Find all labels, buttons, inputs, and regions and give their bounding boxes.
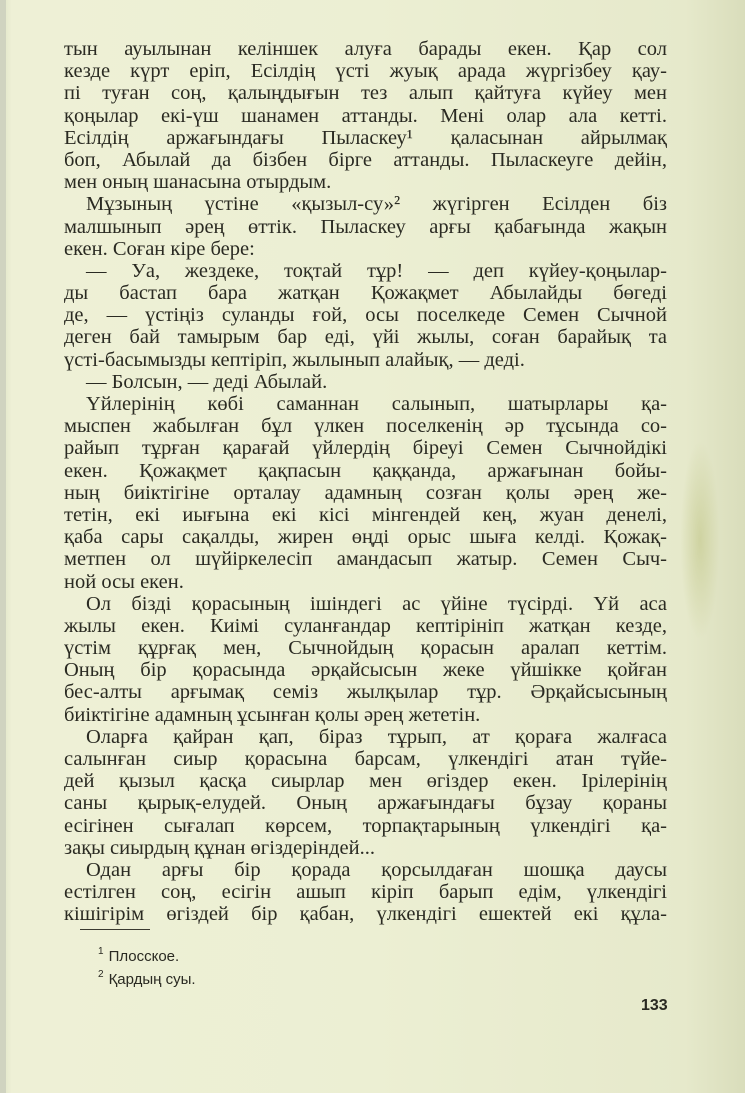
- text-line: ның биіктігіне орталау адамның созған қолы әрең же-: [64, 481, 667, 504]
- text-line: биіктігіне адамның ұсынған қолы әрең жететін.: [64, 703, 481, 726]
- text-line: Есілдің аржағындағы Пыласкеу¹ қаласынан айрылмақ: [64, 126, 667, 149]
- text-line: малшынып әрең өттік. Пыласкеу арғы қабағында жақын: [64, 215, 667, 238]
- text-line: дей қызыл қасқа сиырлар мен өгіздер екен. Ірілерінің: [64, 770, 667, 793]
- text-line: үстім құрғақ мен, Сычнойдың қорасын аралап кеттім.: [64, 637, 667, 660]
- text-line: зақы сиырдың құнан өгіздеріндей...: [64, 836, 375, 859]
- footnote-mark: 2: [98, 969, 104, 980]
- text-line: екен. Қожақмет қақпасын қаққанда, аржағынан бойы-: [64, 459, 667, 482]
- text-line: қоңылар екі-үш шанамен аттанды. Мені олар ала кетті.: [64, 104, 667, 127]
- text-line: екен. Соған кіре бере:: [64, 237, 255, 260]
- text-line: Үйлерінің көбі саманнан салынып, шатырлары қа-: [86, 393, 667, 415]
- text-line: бес-алты арғымақ семіз жылқылар тұр. Әрқайсысының: [64, 681, 667, 704]
- text-line: деген бай тамырым бар еді, үйі жылы, соған барайық та: [64, 326, 667, 349]
- footnote-text: Қардың суы.: [108, 971, 196, 988]
- text-line: мыспен жабылған бұл үлкен поселкенің әр тұсында со-: [64, 415, 667, 438]
- footnote-1: [98, 943, 196, 966]
- text-line: саны қырық-елудей. Оның аржағындағы бұзау қораны: [64, 792, 667, 815]
- text-line: метпен ол шүйіркелесіп амандасып жатыр. Семен Сыч-: [64, 548, 667, 571]
- text-line: ды бастап бара жатқан Қожақмет Абылайды бөгеді: [64, 282, 667, 305]
- text-line: Мұзының үстіне «қызыл-су»² жүгірген Есілден біз: [86, 193, 667, 216]
- text-line: жылы екен. Киімі суланғандар кептірініп жатқан кезде,: [64, 614, 667, 637]
- footnote-mark: 1: [98, 946, 104, 957]
- text-line: үсті-басымызды кептіріп, жылынып алайық, — деді.: [64, 348, 525, 371]
- text-line: ной осы екен.: [64, 570, 184, 593]
- text-line: кішігірім өгіздей бір қабан, үлкендігі ешектей екі құла-: [64, 903, 667, 926]
- text-line: кезде күрт еріп, Есілдің үсті жуық арада жүргізбеу қау-: [64, 60, 667, 83]
- footnote-text: Плосское.: [108, 948, 180, 965]
- text-line: Ол бізді қорасының ішіндегі ас үйіне түсірді. Үй аса: [86, 592, 667, 615]
- text-line: мен оның шанасына отырдым.: [64, 171, 332, 194]
- footnote-2: [98, 966, 196, 989]
- text-line: салынған сиыр қорасына барсам, үлкендігі атан түйе-: [64, 748, 667, 770]
- page-number: 133: [641, 997, 668, 1014]
- text-line: боп, Абылай да бізбен бірге аттанды. Пыласкеуге дейін,: [64, 148, 667, 171]
- body-text: [64, 38, 667, 926]
- text-line: де, — үстіңіз суланды ғой, осы поселкеде Семен Сычной: [64, 304, 667, 327]
- text-line: райып тұрған қарағай үйлердің біреуі Семен Сычнойдікі: [64, 437, 667, 460]
- page-left-edge: [0, 0, 6, 1093]
- text-line: естілген соң, есігін ашып кіріп барып едім, үлкендігі: [64, 881, 667, 904]
- text-line: тын ауылынан келіншек алуға барады екен. Қар сол: [64, 38, 667, 60]
- text-line: Оларға қайран қап, біраз тұрып, ат қораға жалғаса: [86, 725, 667, 748]
- text-line: есігінен сығалап көрсем, торпақтарының үлкендігі қа-: [64, 814, 667, 837]
- text-line: — Уа, жездеке, тоқтай тұр! — деп күйеу-қоңылар-: [86, 259, 667, 282]
- text-line: Оның бір қорасында әрқайсысын жеке үйшікке қойған: [64, 659, 667, 682]
- text-line: қаба сары сақалды, жирен өңді орыс шыға келді. Қожақ-: [64, 526, 667, 549]
- text-line: пі туған соң, қалыңдығын тез алып қайтуға күйеу мен: [64, 82, 667, 105]
- footnotes: [98, 943, 196, 989]
- paper-stain: [680, 440, 720, 640]
- footnote-divider: [80, 929, 150, 930]
- text-line: тетін, екі иығына екі кісі мінгендей кең, жуан денелі,: [64, 503, 667, 526]
- text-line: — Болсын, — деді Абылай.: [86, 370, 328, 393]
- text-line: Одан арғы бір қорада қорсылдаған шошқа даусы: [86, 858, 667, 881]
